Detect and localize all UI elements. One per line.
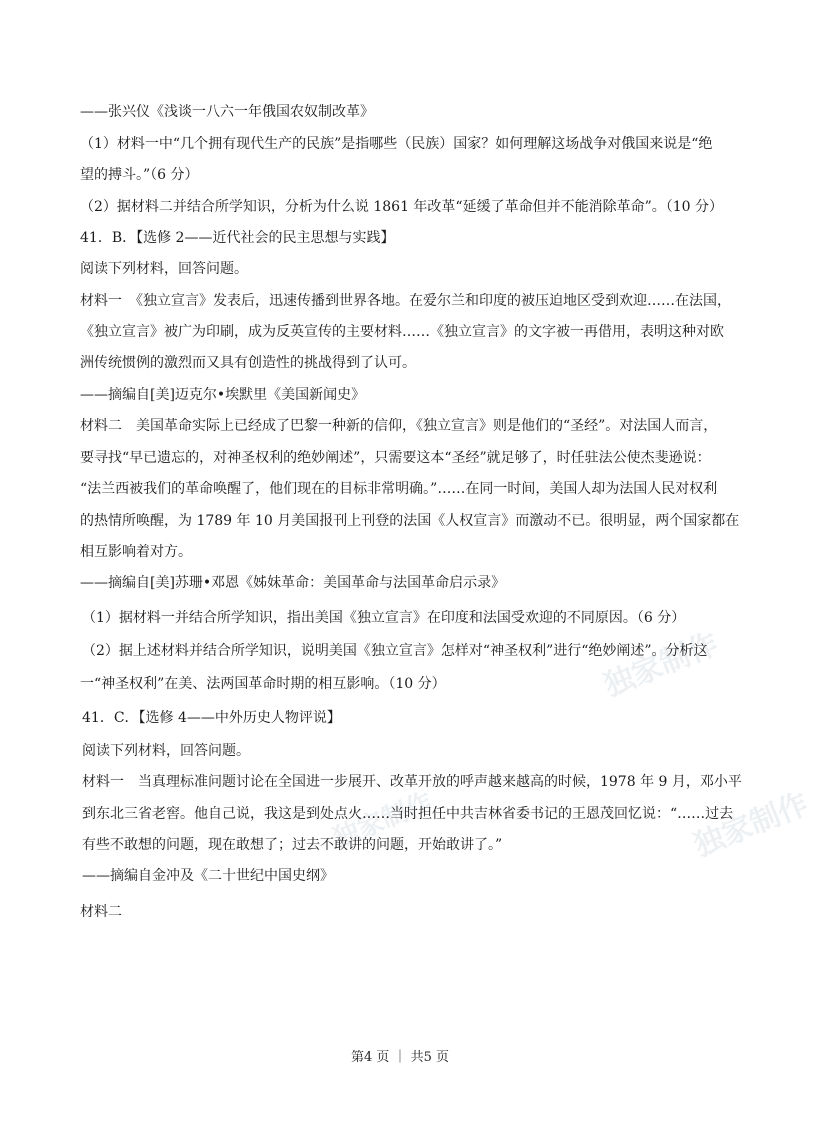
material-label: 材料二 bbox=[80, 904, 122, 920]
question-text: （2）据材料二并结合所学知识，分析为什么说 1861 年改革“延缓了革命但并不能消除革命”。（10 分） bbox=[80, 199, 724, 215]
material-text: 《独立宣言》被广为印刷，成为反英宣传的主要材料……《独立宣言》的文字被一再借用，表明这种对欧 bbox=[80, 324, 724, 340]
watermark: 独家制作 bbox=[689, 786, 814, 864]
material-text: 有些不敢想的问题，现在敢想了；过去不敢讲的问题，开始敢讲了。” bbox=[82, 837, 503, 853]
question-text: （1）材料一中“几个拥有现代生产的民族”是指哪些（民族）国家？如何理解这场战争对俄国来说是“绝 bbox=[80, 136, 713, 152]
material-text: 材料二 美国革命实际上已经成了巴黎一种新的信仰，《独立宣言》则是他们的“圣经”。对法国人而言， bbox=[80, 418, 718, 434]
section-heading: 41．B．【选修 2——近代社会的民主思想与实践】 bbox=[80, 230, 395, 246]
material-text: 要寻找“早已遗忘的，对神圣权利的绝妙阐述”，只需要这本“圣经”就足够了，时任驻法公使杰斐逊说： bbox=[80, 450, 711, 466]
material-text: 洲传统惯例的激烈而又具有创造性的挑战得到了认可。 bbox=[80, 355, 416, 371]
material-text: “法兰西被我们的革命唤醒了，他们现在的目标非常明确。”……在同一时间，美国人却为法国人民对权利 bbox=[80, 481, 718, 497]
source-citation: ——张兴仪《浅谈一八六一年俄国农奴制改革》 bbox=[80, 104, 374, 120]
material-text: 材料一 当真理标准问题讨论在全国进一步展开、改革开放的呼声越来越高的时候，1978 年 9 月，邓小平 bbox=[82, 774, 742, 790]
source-citation: ——摘编自[美]迈克尔•埃默里《美国新闻史》 bbox=[80, 387, 366, 403]
question-text: 望的搏斗。”（6 分） bbox=[80, 167, 199, 183]
question-text: （1）据材料一并结合所学知识，指出美国《独立宣言》在印度和法国受欢迎的不同原因。（6 分） bbox=[82, 610, 686, 626]
material-text: 到东北三省老窖。他自己说，我这是到处点火……当时担任中共吉林省委书记的王恩茂回忆说：“……过去 bbox=[82, 806, 734, 822]
instruction-text: 阅读下列材料，回答问题。 bbox=[82, 743, 250, 759]
question-text: （2）据上述材料并结合所学知识，说明美国《独立宣言》怎样对“神圣权利”进行“绝妙阐述”。分析这 bbox=[82, 643, 708, 659]
material-text: 材料一 《独立宣言》发表后，迅速传播到世界各地。在爱尔兰和印度的被压迫地区受到欢迎……在法国， bbox=[80, 293, 731, 309]
page-footer: 第4 页 ｜ 共5 页 bbox=[350, 1050, 450, 1065]
source-citation: ——摘编自金冲及《二十世纪中国史纲》 bbox=[82, 868, 334, 884]
watermark: 独家制作 bbox=[599, 626, 724, 704]
material-text: 的热情所唤醒，为 1789 年 10 月美国报刊上刊登的法国《人权宣言》而激动不已。很明显，两个国家都在 bbox=[80, 513, 740, 529]
watermark: 独家制作 bbox=[329, 787, 437, 855]
instruction-text: 阅读下列材料，回答问题。 bbox=[80, 261, 248, 277]
question-text: 一“神圣权利”在美、法两国革命时期的相互影响。（10 分） bbox=[80, 676, 446, 692]
material-text: 相互影响着对方。 bbox=[80, 544, 192, 560]
source-citation: ——摘编自[美]苏珊•邓恩《姊妹革命：美国革命与法国革命启示录》 bbox=[80, 575, 506, 591]
section-heading: 41．C．【选修 4——中外历史人物评说】 bbox=[82, 710, 341, 726]
